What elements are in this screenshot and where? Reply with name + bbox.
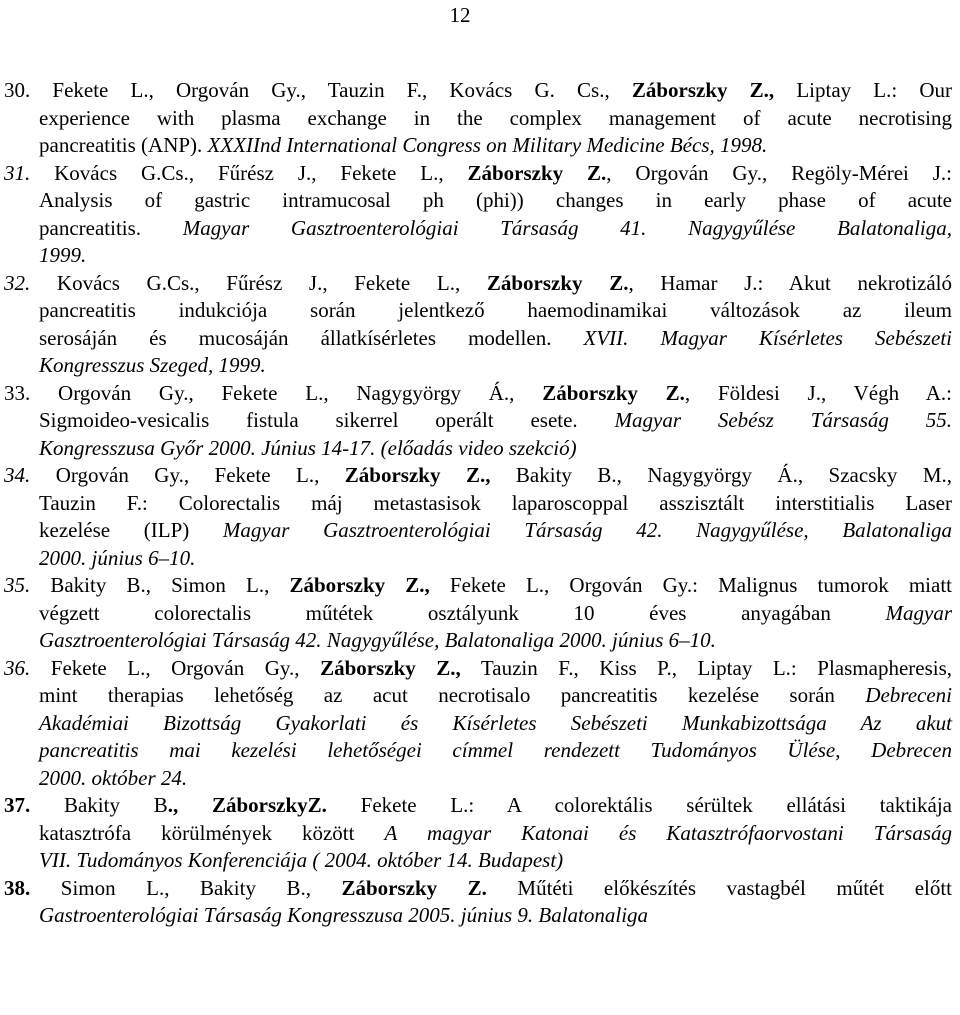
text-run: Záborszky Z., [344,463,491,487]
reference-line [39,600,952,628]
text-run: mint therapias lehetőség az acut necrotisalo pancreatitis kezelése során [39,683,866,707]
text-run: Magyar [885,600,952,625]
text-run: Záborszky Z., [320,655,461,680]
text-run: Orgován Gy., Fekete L., [55,463,345,487]
text-run: ., ZáborszkyZ. [167,793,327,817]
text-run: Magyar Sebész Társaság 55. [614,408,952,432]
reference-line [4,380,952,408]
text-run: Kovács G.Cs., Fűrész J., Fekete L., [56,270,487,295]
reference-list [0,77,960,930]
text-run: , Orgován Gy., Regöly-Mérei J.: [606,160,953,185]
text-run: Simon L., Bakity B., [60,875,342,900]
reference-line [39,242,952,270]
reference-line [39,765,952,793]
text-run: Műtéti előkészítés vastagbél műtét előtt [486,875,953,900]
text-run: 35. [4,573,51,597]
text-run: Kongresszus Szeged, 1999. [39,353,266,377]
reference-line [4,160,952,188]
reference-entry [0,270,960,380]
text-run: Bakity B., Simon L., [50,573,290,597]
text-run: pancreatitis indukciója során jelentkező haemodinamikai változások az ileum [39,298,952,322]
text-run: Gastroenterológiai Társaság Kongresszusa 2005. június 9. Balatonaliga [39,903,649,927]
text-run: pancreatitis. [39,215,183,240]
reference-entry [0,77,960,160]
reference-line [4,77,952,105]
reference-line [39,105,952,133]
text-run: , Hamar J.: Akut nekrotizáló [628,270,952,295]
reference-entry [0,875,960,930]
text-run: végzett colorectalis műtétek osztályunk 10 éves anyagában [39,600,886,625]
text-run: katasztrófa körülmények között [39,820,385,845]
text-run: 31. [4,160,55,185]
text-run: , Földesi J., Végh A.: [684,380,952,405]
reference-line [39,297,952,325]
text-run: serosáján és mucosáján állatkísérletes modellen. [39,325,584,350]
text-run: pancreatitis (ANP). [39,133,208,157]
text-run: Magyar Gasztroenterológiai Társaság 42. Nagygyűlése, Balatonaliga [222,518,952,542]
text-run: Záborszky Z. [467,160,607,185]
reference-line [4,875,952,903]
reference-line [4,655,952,683]
text-run: Debreceni [865,683,952,707]
text-run: 1999. [39,243,87,267]
text-run: Akadémiai Bizottság Gyakorlati és Kísérletes Sebészeti Munkabizottsága Az akut [39,710,952,735]
text-run: Záborszky Z., [631,78,775,102]
text-run: 30. Fekete L., Orgován Gy., Tauzin F., Kovács G. Cs., [4,78,632,102]
reference-entry [0,160,960,270]
text-run: XXXIInd International Congress on Military Medicine Bécs, 1998. [207,133,768,157]
text-run: Bakity B., Nagygyörgy Á., Szacsky M., [490,463,952,487]
reference-line [39,902,952,930]
reference-entry [0,792,960,875]
reference-line [39,847,952,875]
text-run: Záborszky Z. [542,380,685,405]
text-run: Magyar Gasztroenterológiai Társaság 41. Nagygyűlése Balatonaliga, [182,215,952,240]
text-run: A magyar Katonai és Katasztrófaorvostani Társaság [384,820,952,845]
reference-line [39,187,952,215]
reference-entry [0,572,960,655]
text-run: XVII. Magyar Kísérletes Sebészeti [583,325,952,350]
text-run: Záborszky Z. [341,875,487,900]
text-run: Fekete L.: A colorektális sérültek ellátási taktikája [326,793,952,817]
text-run: VII. Tudományos Konferenciája ( 2004. október 14. Budapest) [39,848,564,872]
text-run: 34. [4,463,56,487]
text-run: Záborszky Z., [289,573,430,597]
text-run: 36. [4,655,51,680]
reference-line [39,490,952,518]
reference-line [39,710,952,738]
text-run: 2000. június 6–10. [39,545,196,570]
text-run: 32. [4,270,57,295]
text-run: Liptay L.: Our [774,78,952,102]
reference-entry [0,380,960,463]
reference-entry [0,462,960,572]
text-run: 2000. október 24. [39,765,188,790]
reference-line [39,820,952,848]
text-run: pancreatitis mai kezelési lehetőségei címmel rendezett Tudományos Ülése, Debrecen [39,738,952,762]
text-run: Kongresszusa Győr 2000. Június 14-17. (előadás video szekció) [39,435,577,460]
reference-line [39,517,952,545]
reference-line [39,435,952,463]
reference-line [4,270,952,298]
reference-line [39,682,952,710]
text-run: Bakity B [63,793,168,817]
text-run: Sigmoideo-vesicalis fistula sikerrel operált esete. [39,408,615,432]
text-run: Gasztroenterológiai Társaság 42. Nagygyűlése, Balatonaliga 2000. június 6–10. [39,628,716,652]
text-run: Analysis of gastric intramucosal ph (phi)) changes in early phase of acute [39,188,952,212]
reference-entry [0,655,960,793]
text-run: experience with plasma exchange in the complex management of acute necrotising [39,105,952,130]
reference-line [39,407,952,435]
reference-line [39,545,952,573]
text-run: Tauzin F.: Colorectalis máj metastasisok laparoscoppal asszisztált interstitialis Laser [39,490,952,515]
reference-line [39,132,952,160]
page-number: 12 [449,3,471,27]
text-run: kezelése (ILP) [39,518,223,542]
reference-line [39,352,952,380]
reference-line [4,792,952,820]
text-run: Tauzin F., Kiss P., Liptay L.: Plasmapheresis, [460,655,953,680]
text-run: 33. Orgován Gy., Fekete L., Nagygyörgy Á., [4,380,543,405]
text-run: 38. [4,875,61,900]
reference-line [39,325,952,353]
text-run: Fekete L., Orgován Gy.: Malignus tumorok miatt [429,573,952,597]
text-run: Kovács G.Cs., Fűrész J., Fekete L., [54,160,468,185]
text-run: Záborszky Z. [486,270,629,295]
reference-line [39,627,952,655]
reference-line [4,462,952,490]
reference-line [4,572,952,600]
text-run: Fekete L., Orgován Gy., [50,655,321,680]
reference-line [39,737,952,765]
text-run: 37. [4,793,64,817]
reference-line [39,215,952,243]
